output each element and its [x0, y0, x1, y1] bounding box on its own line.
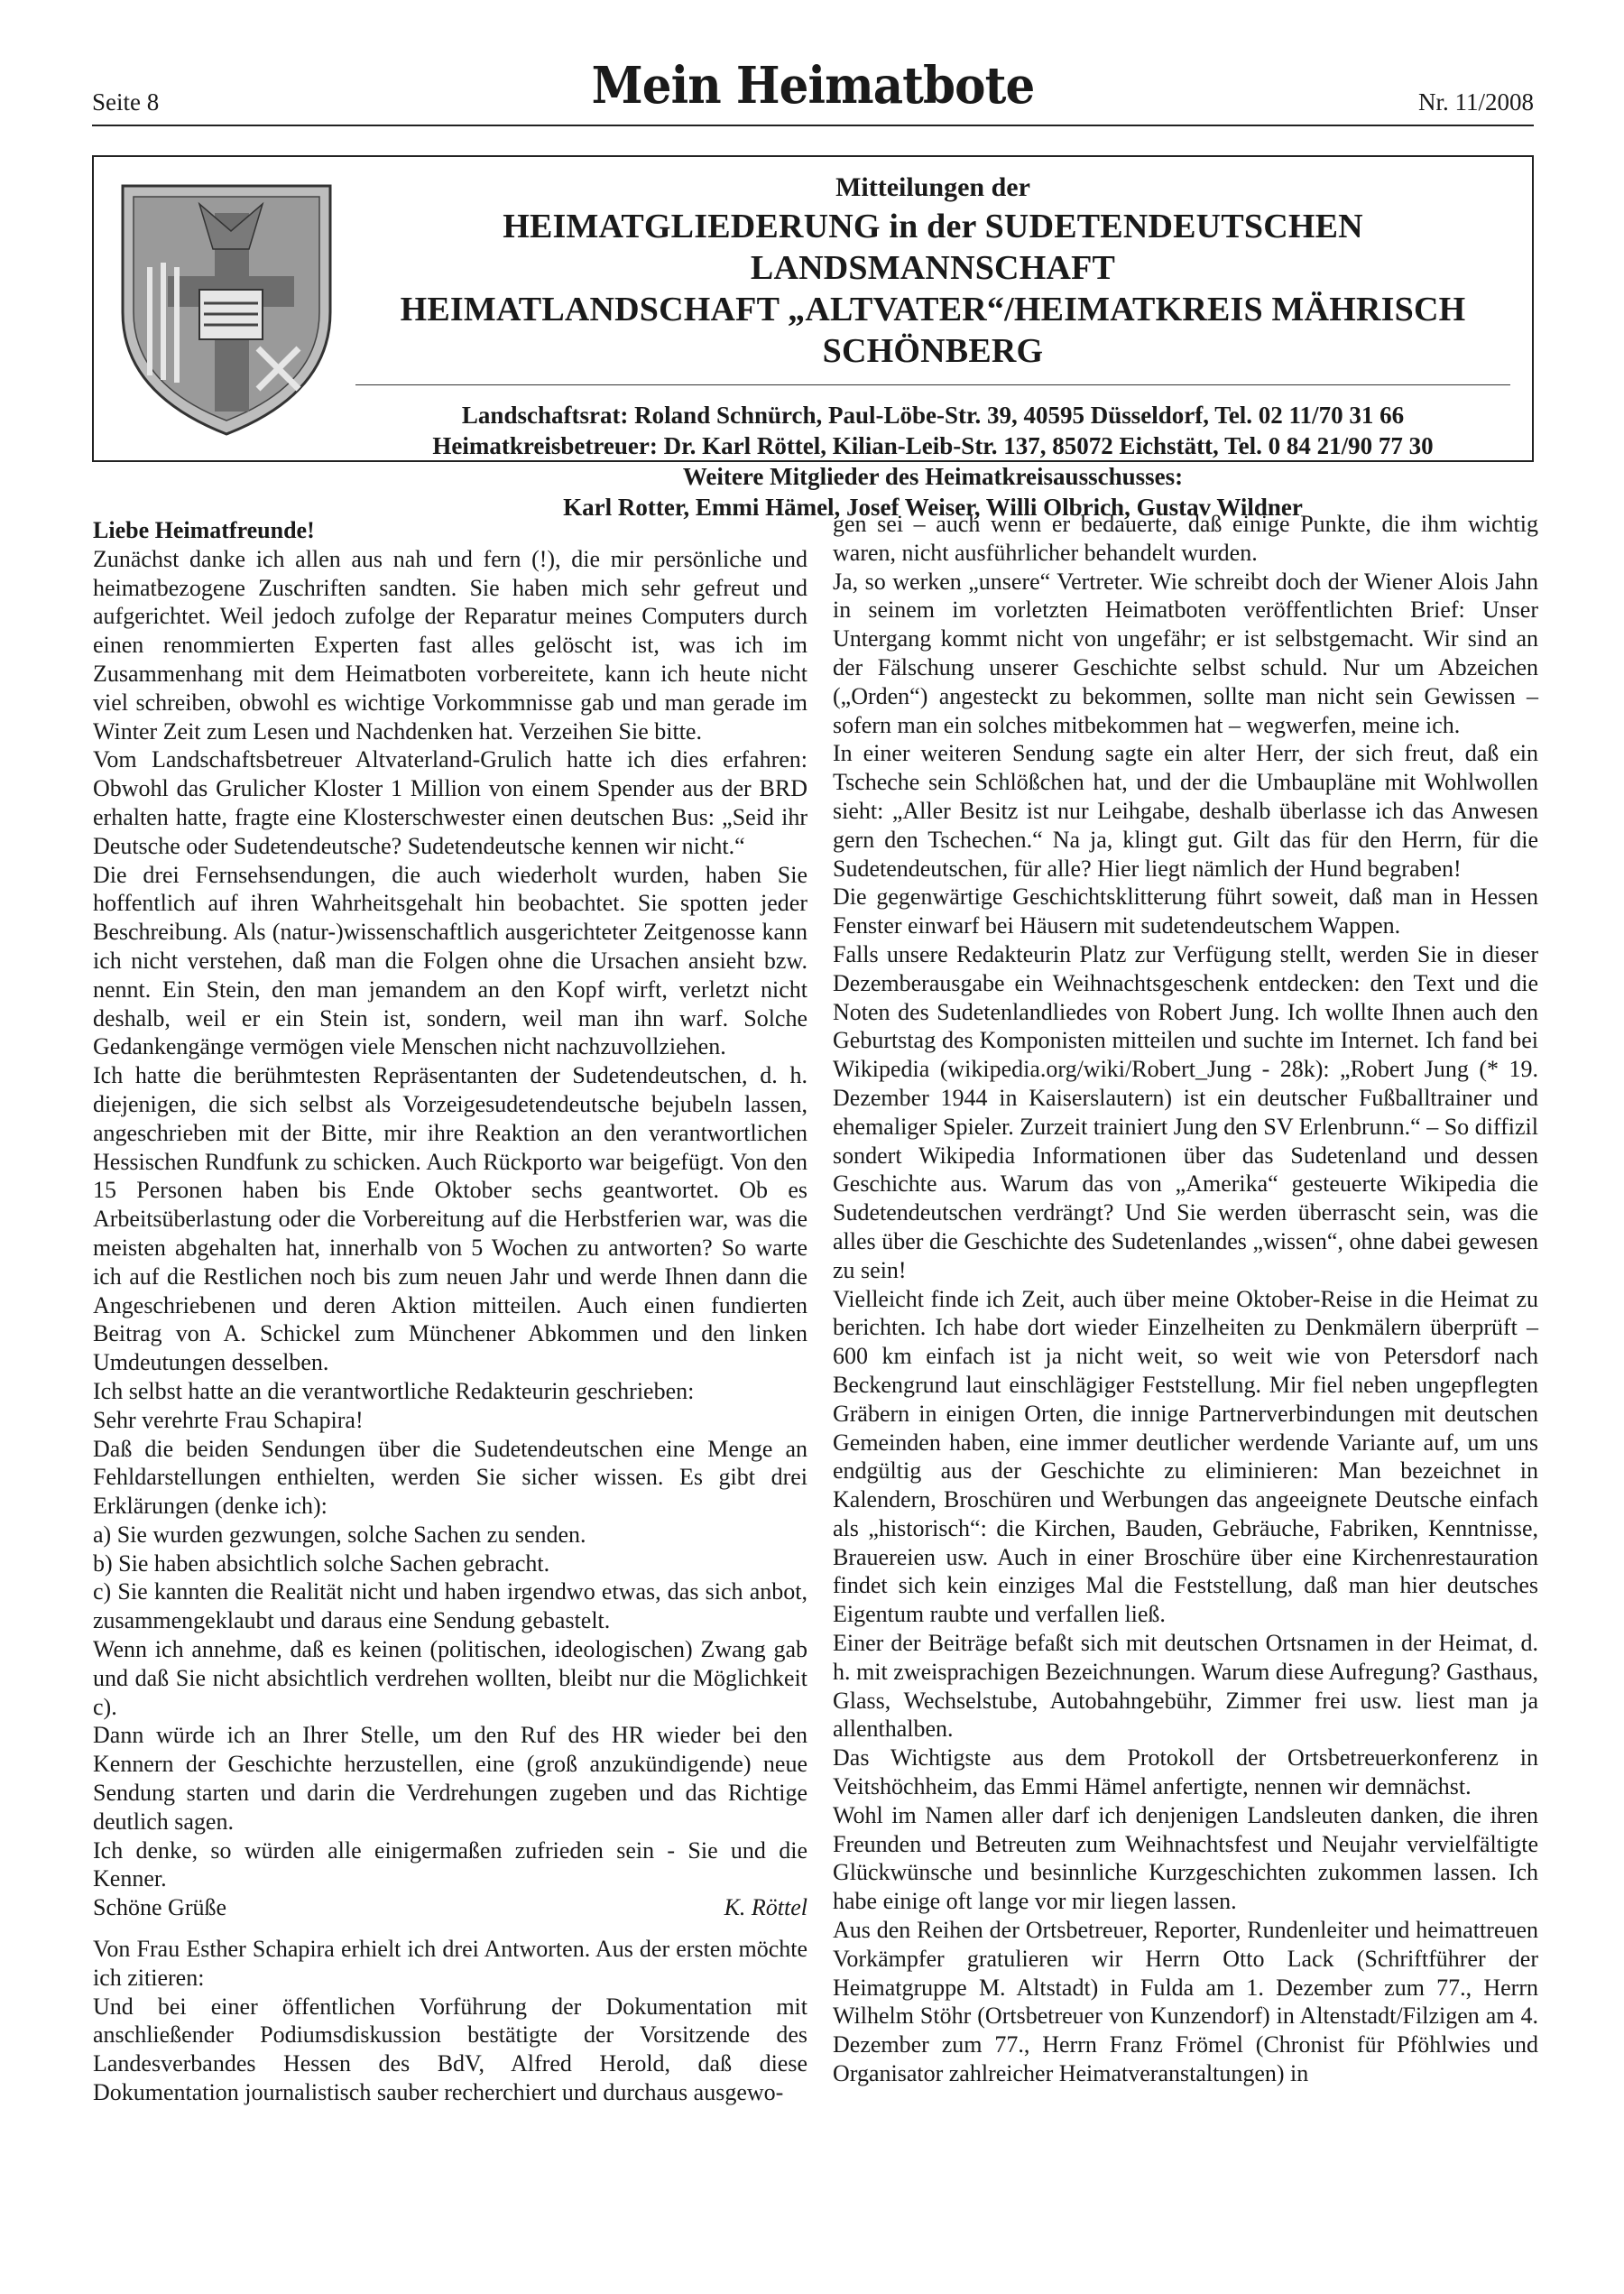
- issue-number: Nr. 11/2008: [1418, 88, 1534, 116]
- paragraph: Das Wichtigste aus dem Protokoll der Ortsbetreuerkonferenz in Veitshöchheim, das Emmi Hämel anfertigte, nennen wir demnächst.: [833, 1744, 1538, 1800]
- paragraph: Ich denke, so würden alle einigermaßen zufrieden sein - Sie und die Kenner.: [93, 1836, 807, 1892]
- paragraph: Daß die beiden Sendungen über die Sudetendeutschen eine Menge an Fehldarstellungen enthielten, werden Sie sicher wissen. Es gibt drei Erklärungen (denke ich):: [93, 1435, 807, 1520]
- paragraph: Dann würde ich an Ihrer Stelle, um den Ruf des HR wieder bei den Kennern der Geschichte herzustellen, eine (groß anzukündigende) neue Sendung starten und darin die Verdrehungen zugeben und das Richtige deutlich sagen.: [93, 1722, 807, 1835]
- list-item: a) Sie wurden gezwungen, solche Sachen zu senden.: [93, 1521, 586, 1548]
- paragraph: Von Frau Esther Schapira erhielt ich drei Antworten. Aus der ersten möchte ich zitieren:: [93, 1936, 807, 1991]
- signature-greeting: Schöne Grüße: [93, 1894, 227, 1921]
- paragraph: gen sei – auch wenn er bedauerte, daß einige Punkte, die ihm wichtig waren, nicht ausführlicher behandelt wurden.: [833, 511, 1538, 566]
- paragraph: In einer weiteren Sendung sagte ein alter Herr, der sich freut, daß ein Tscheche sein Schlößchen hat, und der die Umbaupläne mit Wohlwollen sieht: „Aller Besitz ist nur Leihgabe, deshalb überlasse ich das Anwesen gern den Tschechen.“ Na ja, klingt gut. Gilt das für den Herrn, für die Sudetendeutschen, für alle? Hier liegt nämlich der Hund begraben!: [833, 740, 1538, 882]
- right-column: [833, 510, 1538, 2088]
- panel-heimatkreisbetreuer: Heimatkreisbetreuer: Dr. Karl Röttel, Kilian-Leib-Str. 137, 85072 Eichstätt, Tel. 0 84 21/90 77 30: [432, 432, 1434, 459]
- paragraph: Die drei Fernsehsendungen, die auch wiederholt wurden, haben Sie hoffentlich auf ihren Wahrheitsgehalt hin beobachtet. Sie spotten jeder Beschreibung. Als (natur-)wissenschaftlich ausgerichteter Zeitgenosse kann ich nicht verstehen, daß man die Folgen ohne die Ursachen ansieht bzw. nennt. Ein Stein, den man jemandem an den Kopf wirft, verletzt nicht deshalb, weil er ein Stein ist, sondern, weil man ihn warf. Solche Gedankengänge vermögen viele Menschen nicht nachzuvollziehen.: [93, 861, 807, 1060]
- panel-rule: [355, 384, 1510, 385]
- list-item: b) Sie haben absichtlich solche Sachen gebracht.: [93, 1549, 550, 1577]
- signature-name: K. Röttel: [724, 1894, 807, 1921]
- paragraph: Vom Landschaftsbetreuer Altvaterland-Grulich hatte ich dies erfahren: Obwohl das Grulicher Kloster 1 Million von einem Spender aus der BRD erhalten hatte, fragte eine Klosterschwester einen deutschen Bus: „Seid ihr Deutsche oder Sudetendeutsche? Sudetendeutsche kennen wir nicht.“: [93, 746, 807, 859]
- paragraph: Vielleicht finde ich Zeit, auch über meine Oktober-Reise in die Heimat zu berichten. Ich habe dort wieder Einzelheiten zu Denkmälern überprüft – 600 km einfach ist ja nicht weit, so weit wie von Petersdorf nach Beckengrund laut einschlägiger Feststellung. Mir fiel neben ungepflegten Gräbern in einigen Orten, die innige Partnerverbindungen mit deutschen Gemeinden haben, eine immer deutlicher werdende Variante auf, um uns endgültig aus der Geschichte zu eliminieren: Man bezeichnet in Kalendern, Broschüren und Werbungen das angeeignete Deutsche einfach als „historisch“: die Kirchen, Bauden, Gebräuche, Fabriken, Kenntnisse, Brauereien usw. Auch in einer Broschüre über eine Kirchenrestauration findet sich kein einziges Mal die Feststellung, daß man hier deutsches Eigentum raubte und verfallen ließ.: [833, 1285, 1538, 1628]
- paragraph: Ich selbst hatte an die verantwortliche Redakteurin geschrieben:: [93, 1377, 695, 1404]
- paragraph: Ich hatte die berühmtesten Repräsentanten der Sudetendeutschen, d. h. diejenigen, die sich selbst als Vorzeigesudetendeutsche bejubeln lassen, angeschrieben mit der Bitte, mir ihre Reaktion an den verantwortlichen Hessischen Rundfunk zu schicken. Auch Rückporto war beigefügt. Von den 15 Personen haben bis Ende Oktober sechs geantwortet. Ob es Arbeitsüberlastung oder die Vorbereitung auf die Herbstferien war, was die meisten abgehalten hat, innerhalb von 5 Wochen zu antworten? So warte ich auf die Restlichen noch bis zum neuen Jahr und werde Ihnen dann die Angeschriebenen und deren Aktion mitteilen. Auch einen fundierten Beitrag von A. Schickel zum Münchener Abkommen und den linken Umdeutungen desselben.: [93, 1062, 807, 1376]
- paragraph: Die gegenwärtige Geschichtsklitterung führt soweit, daß man in Hessen Fenster einwarf bei Häusern mit sudetendeutschem Wappen.: [833, 883, 1538, 939]
- paragraph: Ja, so werken „unsere“ Vertreter. Wie schreibt doch der Wiener Alois Jahn in seinem im vorletzten Heimatboten veröffentlichten Brief: Unser Untergang kommt nicht von ungefähr; er ist selbstgemacht. Wir sind an der Fälschung unserer Geschichte selbst schuld. Nur um Abzeichen („Orden“) angesteckt zu bekommen, sollte man nicht sein Gewissen – sofern man ein solches mitbekommen hat – wegwerfen, meine ich.: [833, 568, 1538, 738]
- paragraph: Sehr verehrte Frau Schapira!: [93, 1406, 364, 1433]
- page-header: [92, 56, 1534, 125]
- header-rule: [92, 125, 1534, 126]
- paragraph: Wenn ich annehme, daß es keinen (politischen, ideologischen) Zwang gab und daß Sie nicht absichtlich verdrehen wollten, bleibt nur die Möglichkeit c).: [93, 1636, 807, 1720]
- panel-title-line2: HEIMATLANDSCHAFT „ALTVATER“/HEIMATKREIS MÄHRISCH SCHÖNBERG: [400, 291, 1466, 370]
- paragraph: Und bei einer öffentlichen Vorführung der Dokumentation mit anschließender Podiumsdiskussion bestätigte der Vorsitzende des Landesverbandes Hessen des BdV, Alfred Herold, daß diese Dokumentation journalistisch sauber recherchiert und durchaus ausgewo-: [93, 1993, 807, 2106]
- paragraph: Wohl im Namen aller darf ich denjenigen Landsleuten danken, die ihren Freunden und Betreuten zum Weihnachtsfest und Neujahr vervielfältigte Glückwünsche und besinnliche Kurzgeschichten zukommen lassen. Ich habe einige oft lange vor mir liegen lassen.: [833, 1801, 1538, 1915]
- paragraph: Aus den Reihen der Ortsbetreuer, Reporter, Rundenleiter und heimattreuen Vorkämpfer gratulieren wir Herrn Otto Lack (Schriftführer der Heimatgruppe M. Altstadt) in Fulda am 1. Dezember zum 77., Herrn Wilhelm Stöhr (Ortsbetreuer von Kunzendorf) in Altenstadt/Filzigen am 4. Dezember zum 77., Herrn Franz Frömel (Chronist für Pföhlwies und Organisator zahlreicher Heimatveranstaltungen) in: [833, 1917, 1538, 2087]
- page-number: Seite 8: [92, 88, 160, 116]
- letter-signature: [93, 1893, 807, 1922]
- panel-title-line1: HEIMATGLIEDERUNG in der SUDETENDEUTSCHEN LANDSMANNSCHAFT: [503, 208, 1363, 287]
- panel-intro: Mitteilungen der: [835, 172, 1030, 202]
- panel-members: Karl Rotter, Emmi Hämel, Josef Weiser, Willi Olbrich, Gustav Wildner: [563, 494, 1303, 521]
- panel-members-heading: Weitere Mitglieder des Heimatkreisausschusses:: [682, 463, 1184, 490]
- salutation-heading: Liebe Heimatfreunde!: [93, 517, 315, 543]
- paragraph: Zunächst danke ich allen aus nah und fern (!), die mir persönliche und heimatbezogene Zuschriften sandten. Sie haben mich sehr gefreut und aufgerichtet. Weil jedoch zufolge der Reparatur meines Computers durch einen renommierten Experten fast alles gelöscht ist, was ich im Zusammenhang mit dem Heimatboten vorbereitete, kann ich heute nicht viel schreiben, obwohl es wichtige Vorkommnisse gab und man gerade im Winter Zeit zum Lesen und Nachdenken hat. Verzeihen Sie bitte.: [93, 545, 807, 745]
- masthead-title: Mein Heimatbote: [591, 56, 1035, 116]
- coat-of-arms-icon: [114, 177, 339, 439]
- panel-text: [355, 170, 1510, 523]
- paragraph: Falls unsere Redakteurin Platz zur Verfügung stellt, werden Sie in dieser Dezemberausgabe ein Weihnachtsgeschenk entdecken: den Text und die Noten des Sudetenlandliedes von Robert Jung. Ich wollte Ihnen auch den Geburtstag des Komponisten mitteilen und suchte im Internet. Ich fand bei Wikipedia (wikipedia.org/wiki/Robert_Jung - 28k): „Robert Jung (* 19. Dezember 1944 in Kaiserslautern) ist ein deutscher Fußballtrainer und ehemaliger Spieler. Zurzeit trainiert Jung den SV Erlenbrunn.“ – So diffizil sondert Wikipedia Informationen über das Sudetenland und dessen Geschichte aus. Warum das von „Amerika“ gesteuerte Wikipedia die Sudetendeutschen verdrängt? Und Sie werden überrascht sein, was die alles über die Geschichte des Sudetenlandes „wissen“, ohne dabei gewesen zu sein!: [833, 940, 1538, 1283]
- panel-landschaftsrat: Landschaftsrat: Roland Schnürch, Paul-Löbe-Str. 39, 40595 Düsseldorf, Tel. 02 11/70 31 66: [461, 402, 1405, 429]
- list-item: c) Sie kannten die Realität nicht und haben irgendwo etwas, das sich anbot, zusammengeklaubt und daraus eine Sendung gebastelt.: [93, 1578, 807, 1634]
- spacer: [93, 1922, 807, 1935]
- association-panel: [92, 155, 1534, 521]
- paragraph: Einer der Beiträge befaßt sich mit deutschen Ortsnamen in der Heimat, d. h. mit zweisprachigen Bezeichnungen. Warum diese Aufregung? Gasthaus, Glass, Wechselstube, Autobahngebühr, Zimmer frei usw. liest man ja allenthalben.: [833, 1630, 1538, 1743]
- left-column: [93, 516, 807, 2107]
